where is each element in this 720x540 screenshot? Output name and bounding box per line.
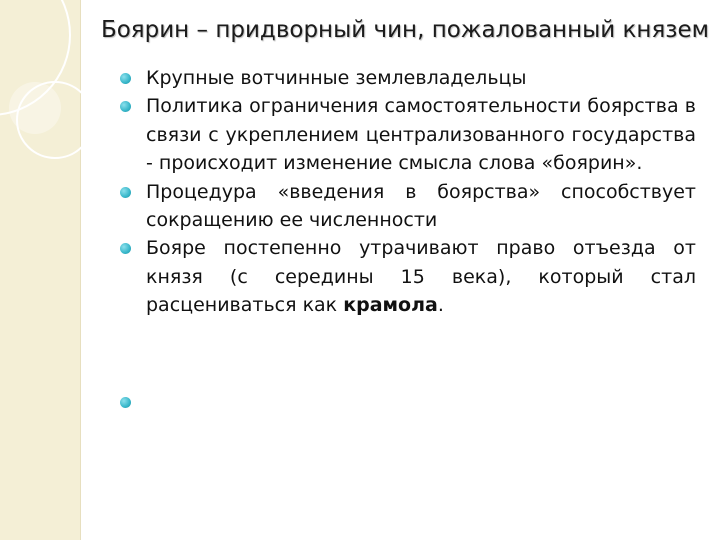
- bullet-icon: [120, 243, 131, 254]
- bullet-list: [118, 64, 696, 416]
- bullet-text: Политика ограничения самостоятельности боярства в связи с укреплением централизованного государства - происходит изменение смысла слова «боярин».: [146, 95, 696, 175]
- bullet-item-empty: [118, 388, 696, 416]
- bullet-tail: .: [437, 294, 444, 317]
- bullet-icon: [120, 73, 131, 84]
- decorative-circles-graphic: [0, 0, 81, 540]
- bullet-item: [118, 92, 696, 177]
- slide-title: Боярин – придворный чин, пожалованный князем: [100, 17, 710, 43]
- bullet-icon: [120, 397, 131, 408]
- bullet-item: [118, 178, 696, 235]
- bullet-icon: [120, 187, 131, 198]
- bullet-item: [118, 64, 696, 92]
- bullet-text: Бояре постепенно утрачивают право отъезда от князя (с середины 15 века), который стал расцениваться как: [146, 237, 696, 317]
- bullet-icon: [120, 101, 131, 112]
- bullet-text: Крупные вотчинные землевладельцы: [146, 67, 527, 89]
- decorative-side-panel: [0, 0, 81, 540]
- bullet-text: Процедура «введения в боярства» способствует сокращению ее численности: [146, 180, 696, 232]
- bullet-bold-term: крамола: [343, 294, 438, 317]
- bullet-item: [118, 234, 696, 319]
